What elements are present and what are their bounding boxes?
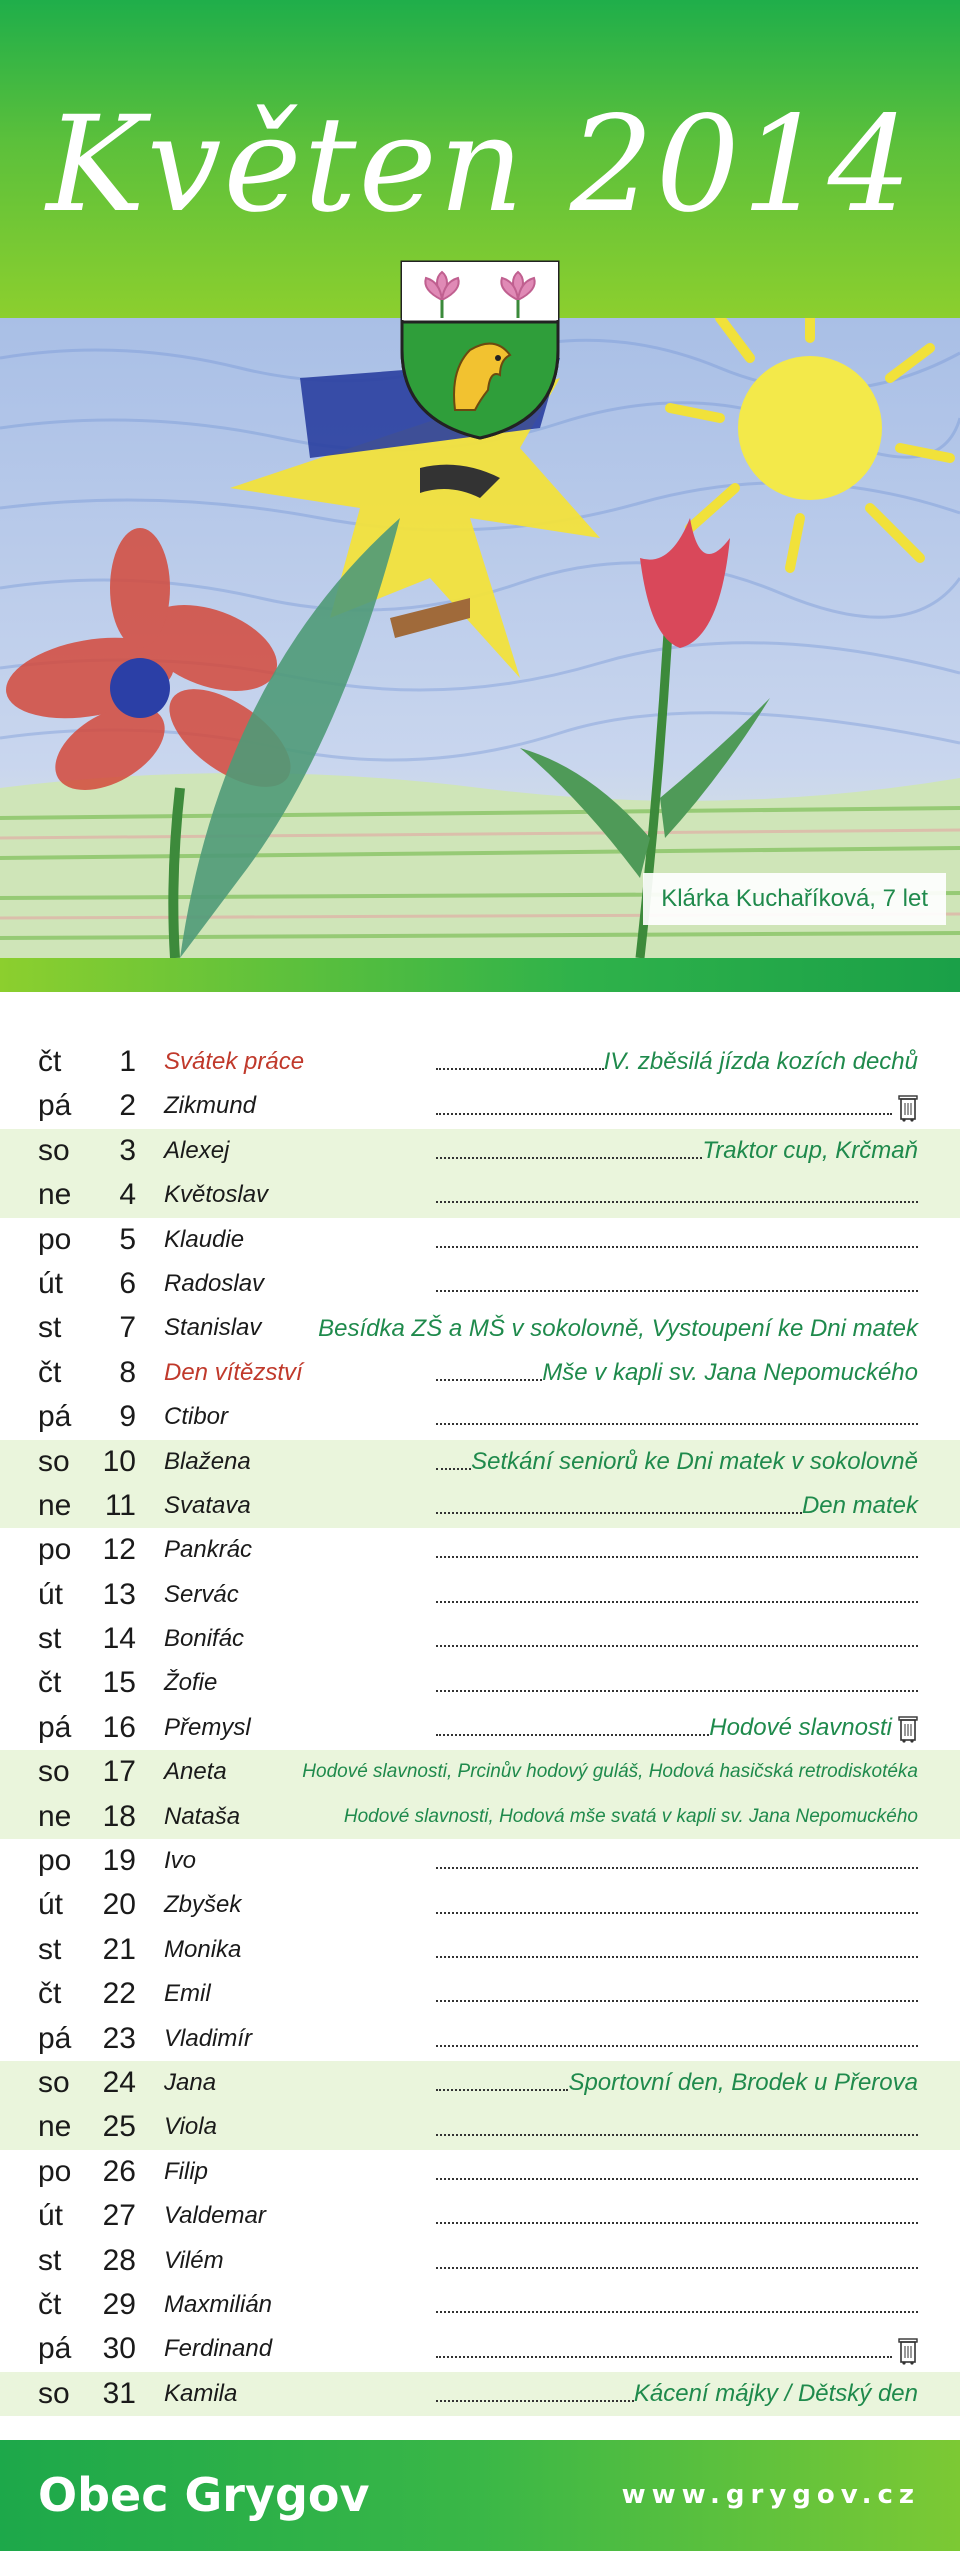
name-day: Maxmilián bbox=[164, 2290, 273, 2318]
event-line bbox=[436, 2239, 918, 2283]
calendar-day-row bbox=[0, 1573, 960, 1617]
day-of-week: pá bbox=[38, 2021, 72, 2055]
dotted-leader bbox=[436, 1912, 918, 1914]
dotted-leader bbox=[436, 2400, 634, 2402]
calendar-day-row bbox=[0, 1617, 960, 1661]
name-day: Pankrác bbox=[164, 1536, 253, 1564]
dotted-leader bbox=[436, 1468, 471, 1470]
dotted-leader bbox=[436, 1290, 918, 1292]
dotted-leader bbox=[436, 1379, 542, 1381]
name-day: Emil bbox=[164, 1980, 211, 2008]
name-day: Kamila bbox=[164, 2379, 238, 2407]
drawing-caption: Klárka Kuchaříková, 7 let bbox=[643, 873, 946, 925]
event-line bbox=[436, 1928, 918, 1972]
calendar-day-row bbox=[0, 1351, 960, 1395]
calendar-day-row bbox=[0, 1661, 960, 1705]
event-line bbox=[436, 1440, 918, 1484]
name-day: Zbyšek bbox=[164, 1891, 242, 1919]
dotted-leader bbox=[436, 2267, 918, 2269]
event-text: Besídka ZŠ a MŠ v sokolovně, Vystoupení ke Dni matek bbox=[318, 1314, 918, 1342]
event-line bbox=[436, 1262, 918, 1306]
dotted-leader bbox=[436, 2000, 918, 2002]
calendar-day-row bbox=[0, 1928, 960, 1972]
event-line bbox=[436, 2327, 918, 2371]
day-number: 7 bbox=[119, 1311, 136, 1345]
day-number: 5 bbox=[119, 1222, 136, 1256]
dotted-leader bbox=[436, 1690, 918, 1692]
event-text: Hodové slavnosti, Hodová mše svatá v kapli sv. Jana Nepomuckého bbox=[343, 1805, 918, 1827]
dotted-leader bbox=[436, 2356, 892, 2358]
event-line bbox=[436, 1395, 918, 1439]
name-day: Viola bbox=[164, 2113, 217, 2141]
event-line bbox=[436, 2194, 918, 2238]
calendar-day-row bbox=[0, 1528, 960, 1572]
calendar-day-row bbox=[0, 1084, 960, 1128]
municipality-name: Obec Grygov bbox=[38, 2468, 370, 2522]
name-day: Vladimír bbox=[164, 2024, 253, 2052]
calendar-day-row bbox=[0, 2105, 960, 2149]
name-day: Květoslav bbox=[164, 1181, 269, 1209]
day-of-week: pá bbox=[38, 2332, 72, 2366]
day-number: 27 bbox=[102, 2199, 136, 2233]
calendar-day-row bbox=[0, 1040, 960, 1084]
day-number: 8 bbox=[119, 1355, 136, 1389]
event-line bbox=[436, 1351, 918, 1395]
event-text: Den matek bbox=[801, 1492, 918, 1520]
day-of-week: st bbox=[38, 1311, 62, 1345]
dotted-leader bbox=[436, 1068, 604, 1070]
calendar-day-row bbox=[0, 1262, 960, 1306]
day-of-week: ne bbox=[38, 2110, 72, 2144]
name-day: Jana bbox=[164, 2068, 217, 2096]
dotted-leader bbox=[436, 1956, 918, 1958]
event-line bbox=[436, 2105, 918, 2149]
event-line bbox=[436, 2150, 918, 2194]
calendar-day-row bbox=[0, 2061, 960, 2105]
day-number: 20 bbox=[102, 1888, 136, 1922]
name-day: Přemysl bbox=[164, 1713, 251, 1741]
day-of-week: út bbox=[38, 2199, 64, 2233]
calendar-day-row bbox=[0, 2194, 960, 2238]
event-line bbox=[436, 1883, 918, 1927]
trash-bin-icon bbox=[898, 1713, 918, 1743]
day-number: 14 bbox=[102, 1622, 136, 1656]
day-of-week: po bbox=[38, 1533, 72, 1567]
event-text: Kácení májky / Dětský den bbox=[633, 2379, 918, 2407]
dotted-leader bbox=[436, 2134, 918, 2136]
event-line bbox=[436, 1528, 918, 1572]
name-day: Filip bbox=[164, 2157, 209, 2185]
event-line bbox=[318, 1306, 918, 1350]
event-line bbox=[436, 1972, 918, 2016]
dotted-leader bbox=[436, 1157, 702, 1159]
calendar-day-row bbox=[0, 1129, 960, 1173]
name-day: Svatava bbox=[164, 1491, 251, 1519]
day-number: 11 bbox=[104, 1488, 136, 1522]
day-number: 31 bbox=[102, 2376, 136, 2410]
day-of-week: so bbox=[38, 1133, 70, 1167]
dotted-leader bbox=[436, 1734, 709, 1736]
event-line bbox=[436, 1173, 918, 1217]
calendar-day-row bbox=[0, 2150, 960, 2194]
day-of-week: čt bbox=[38, 1977, 62, 2011]
day-of-week: pá bbox=[38, 1400, 72, 1434]
day-number: 10 bbox=[102, 1444, 136, 1478]
dotted-leader bbox=[436, 1601, 918, 1603]
name-day: Radoslav bbox=[164, 1269, 265, 1297]
calendar-day-row bbox=[0, 1484, 960, 1528]
calendar-day-row bbox=[0, 1440, 960, 1484]
dotted-leader bbox=[436, 1645, 918, 1647]
day-of-week: ne bbox=[38, 1178, 72, 1212]
day-number: 26 bbox=[102, 2154, 136, 2188]
event-line bbox=[436, 1040, 918, 1084]
event-line bbox=[436, 2061, 918, 2105]
day-number: 6 bbox=[119, 1266, 136, 1300]
day-of-week: čt bbox=[38, 1666, 62, 1700]
event-line bbox=[436, 1084, 918, 1128]
day-of-week: út bbox=[38, 1266, 64, 1300]
day-number: 3 bbox=[119, 1133, 136, 1167]
holiday-name: Den vítězství bbox=[164, 1358, 303, 1386]
name-day: Ivo bbox=[164, 1847, 197, 1875]
event-text: Traktor cup, Krčmaň bbox=[702, 1136, 918, 1164]
calendar-list bbox=[0, 1040, 960, 2416]
day-number: 2 bbox=[119, 1089, 136, 1123]
coat-of-arms-icon bbox=[400, 260, 560, 440]
day-of-week: pá bbox=[38, 1089, 72, 1123]
event-line bbox=[436, 1706, 918, 1750]
name-day: Zikmund bbox=[164, 1092, 257, 1120]
day-number: 17 bbox=[102, 1755, 136, 1789]
calendar-day-row bbox=[0, 1706, 960, 1750]
month-title: Květen 2014 bbox=[46, 88, 914, 242]
dotted-leader bbox=[436, 1113, 892, 1115]
calendar-day-row bbox=[0, 2372, 960, 2416]
day-number: 9 bbox=[119, 1400, 136, 1434]
event-text: Hodové slavnosti, Prcinův hodový guláš, Hodová hasičská retrodiskotéka bbox=[302, 1761, 918, 1783]
name-day: Nataša bbox=[164, 1802, 241, 1830]
event-text: Mše v kapli sv. Jana Nepomuckého bbox=[542, 1358, 918, 1386]
dotted-leader bbox=[436, 2045, 918, 2047]
day-of-week: pá bbox=[38, 1710, 72, 1744]
name-day: Stanislav bbox=[164, 1314, 262, 1342]
dotted-leader bbox=[436, 1201, 918, 1203]
event-text: Setkání seniorů ke Dni matek v sokolovně bbox=[471, 1447, 918, 1475]
event-line bbox=[436, 1484, 918, 1528]
day-of-week: so bbox=[38, 1444, 70, 1478]
day-number: 25 bbox=[102, 2110, 136, 2144]
day-number: 1 bbox=[119, 1045, 136, 1078]
day-of-week: čt bbox=[38, 1355, 62, 1389]
header-bottom-strip bbox=[0, 958, 960, 992]
day-number: 22 bbox=[102, 1977, 136, 2011]
website-link[interactable]: www.grygov.cz bbox=[621, 2480, 920, 2510]
calendar-day-row bbox=[0, 1972, 960, 2016]
event-text: IV. zběsilá jízda kozích dechů bbox=[603, 1048, 918, 1076]
event-line bbox=[436, 2017, 918, 2061]
day-of-week: po bbox=[38, 1222, 72, 1256]
event-line bbox=[436, 1129, 918, 1173]
calendar-day-row bbox=[0, 1750, 960, 1794]
name-day: Vilém bbox=[164, 2246, 224, 2274]
name-day: Valdemar bbox=[164, 2202, 266, 2230]
day-number: 21 bbox=[102, 1932, 136, 1966]
name-day: Ctibor bbox=[164, 1403, 229, 1431]
day-of-week: po bbox=[38, 2154, 72, 2188]
calendar-day-row bbox=[0, 2239, 960, 2283]
footer-band bbox=[0, 2440, 960, 2551]
dotted-leader bbox=[436, 2311, 918, 2313]
day-number: 30 bbox=[102, 2332, 136, 2366]
calendar-day-row bbox=[0, 1306, 960, 1350]
dotted-leader bbox=[436, 1556, 918, 1558]
name-day: Ferdinand bbox=[164, 2335, 273, 2363]
event-text: Sportovní den, Brodek u Přerova bbox=[568, 2069, 918, 2097]
event-line bbox=[436, 1661, 918, 1705]
trash-bin-icon bbox=[898, 1092, 918, 1122]
calendar-day-row bbox=[0, 1395, 960, 1439]
day-number: 12 bbox=[102, 1533, 136, 1567]
dotted-leader bbox=[436, 1423, 918, 1425]
day-of-week: so bbox=[38, 2065, 70, 2099]
day-of-week: st bbox=[38, 1622, 62, 1656]
name-day: Blažena bbox=[164, 1447, 251, 1475]
name-day: Klaudie bbox=[164, 1225, 245, 1253]
day-of-week: st bbox=[38, 1932, 62, 1966]
calendar-day-row bbox=[0, 1839, 960, 1883]
day-number: 28 bbox=[102, 2243, 136, 2277]
day-of-week: so bbox=[38, 1755, 70, 1789]
event-line bbox=[436, 2372, 918, 2416]
trash-bin-icon bbox=[898, 2335, 918, 2365]
dotted-leader bbox=[436, 1246, 918, 1248]
calendar-day-row bbox=[0, 1218, 960, 1262]
calendar-day-row bbox=[0, 1173, 960, 1217]
day-of-week: út bbox=[38, 1577, 64, 1611]
event-line bbox=[436, 2283, 918, 2327]
event-text: Hodové slavnosti bbox=[709, 1714, 892, 1742]
name-day: Žofie bbox=[164, 1669, 218, 1697]
event-line bbox=[436, 1617, 918, 1661]
day-of-week: so bbox=[38, 2376, 70, 2410]
name-day: Monika bbox=[164, 1935, 242, 1963]
dotted-leader bbox=[436, 2178, 918, 2180]
day-number: 13 bbox=[102, 1577, 136, 1611]
day-number: 23 bbox=[102, 2021, 136, 2055]
day-of-week: ne bbox=[38, 1799, 72, 1833]
name-day: Alexej bbox=[164, 1136, 230, 1164]
day-of-week: po bbox=[38, 1844, 72, 1878]
day-of-week: st bbox=[38, 2243, 62, 2277]
event-line bbox=[436, 1573, 918, 1617]
day-of-week: čt bbox=[38, 1045, 62, 1078]
day-number: 24 bbox=[102, 2065, 136, 2099]
dotted-leader bbox=[436, 1512, 802, 1514]
event-line bbox=[436, 1218, 918, 1262]
day-number: 15 bbox=[102, 1666, 136, 1700]
name-day: Bonifác bbox=[164, 1625, 245, 1653]
calendar-day-row bbox=[0, 2283, 960, 2327]
event-line bbox=[344, 1795, 918, 1839]
event-line bbox=[302, 1750, 918, 1794]
calendar-day-row bbox=[0, 2017, 960, 2061]
calendar-day-row bbox=[0, 1883, 960, 1927]
day-number: 18 bbox=[102, 1799, 136, 1833]
dotted-leader bbox=[436, 1867, 918, 1869]
day-of-week: čt bbox=[38, 2287, 62, 2321]
day-number: 19 bbox=[102, 1844, 136, 1878]
day-of-week: út bbox=[38, 1888, 64, 1922]
calendar-day-row bbox=[0, 1795, 960, 1839]
name-day: Servác bbox=[164, 1580, 239, 1608]
dotted-leader bbox=[436, 2222, 918, 2224]
holiday-name: Svátek práce bbox=[164, 1048, 305, 1075]
day-number: 4 bbox=[119, 1178, 136, 1212]
day-number: 29 bbox=[102, 2287, 136, 2321]
name-day: Aneta bbox=[164, 1758, 227, 1786]
event-line bbox=[436, 1839, 918, 1883]
dotted-leader bbox=[436, 2089, 568, 2091]
calendar-day-row bbox=[0, 2327, 960, 2371]
day-of-week: ne bbox=[38, 1488, 72, 1522]
day-number: 16 bbox=[102, 1710, 136, 1744]
